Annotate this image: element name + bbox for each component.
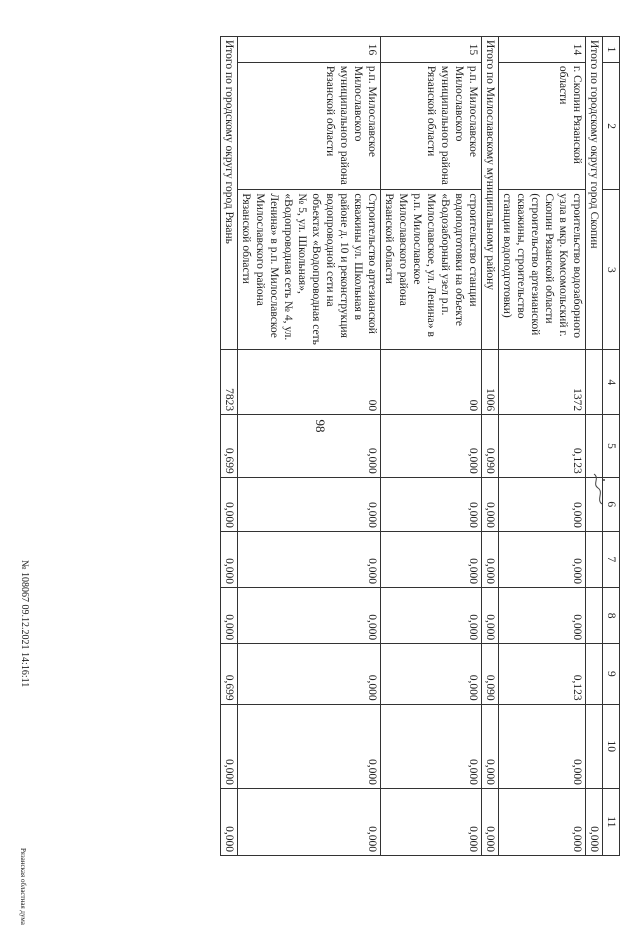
table-cell: 0,000 bbox=[481, 531, 498, 587]
header-row bbox=[602, 37, 619, 856]
table-cell: 0,000 bbox=[220, 587, 237, 643]
table-cell: 0,000 bbox=[220, 531, 237, 587]
table-cell: 0,000 bbox=[498, 477, 585, 531]
column-header: 4 bbox=[602, 350, 619, 415]
table-cell: 15 bbox=[380, 37, 481, 63]
column-header: 9 bbox=[602, 644, 619, 705]
table-row bbox=[380, 37, 481, 856]
table-cell: 0,000 bbox=[237, 477, 380, 531]
table-cell: 0,000 bbox=[498, 704, 585, 788]
subtotal-row bbox=[481, 37, 498, 856]
table-cell: г. Скопин Рязанской области bbox=[498, 62, 585, 189]
table-cell: 0,000 bbox=[220, 788, 237, 855]
table-row bbox=[498, 37, 585, 856]
table-cell: 0,000 bbox=[498, 587, 585, 643]
table-cell: 0,000 bbox=[380, 477, 481, 531]
table-cell: 0,000 bbox=[237, 415, 380, 478]
table-cell: 0,000 bbox=[380, 644, 481, 705]
table-cell: 0,000 bbox=[585, 788, 602, 855]
table-cell: строительство водозаборного узла в мкр. Комсомольский г. Скопин Рязанской области (строительство артезианской скважины, строительство станции водоподготовки) bbox=[498, 190, 585, 350]
table-cell: 0,000 bbox=[237, 644, 380, 705]
table-cell: 0,699 bbox=[220, 415, 237, 478]
table-cell bbox=[585, 587, 602, 643]
table-cell: р.п. Милославское Милославского муниципального района Рязанской области bbox=[380, 62, 481, 189]
table-cell: 0,000 bbox=[481, 587, 498, 643]
table-cell bbox=[585, 644, 602, 705]
subtotal-label: Итого по Милославскому муниципальному району bbox=[481, 37, 498, 350]
column-header: 5 bbox=[602, 415, 619, 478]
table-cell: 0,090 bbox=[481, 415, 498, 478]
table-cell: 0,000 bbox=[220, 704, 237, 788]
data-table bbox=[220, 36, 620, 856]
signature-mark bbox=[588, 470, 610, 510]
table-cell: 0,000 bbox=[237, 531, 380, 587]
subtotal-row bbox=[220, 37, 237, 856]
duma-logo: Рязанская областная дума bbox=[19, 848, 27, 925]
table-cell: р.п. Милославское Милославского муниципального района Рязанской области bbox=[237, 62, 380, 189]
table-cell: 7823 bbox=[220, 350, 237, 415]
data-table-sheet bbox=[30, 36, 620, 856]
table-cell: 0,000 bbox=[380, 531, 481, 587]
table-cell: 0,000 bbox=[498, 531, 585, 587]
table-cell bbox=[585, 350, 602, 415]
registration-stamp: № 108067 09.12.2021 14:16:11 bbox=[19, 560, 30, 688]
subtotal-row bbox=[585, 37, 602, 856]
table-cell: 16 bbox=[237, 37, 380, 63]
table-row bbox=[237, 37, 380, 856]
table-cell: 14 bbox=[498, 37, 585, 63]
table-cell: 0,699 bbox=[220, 644, 237, 705]
table-cell: 0,000 bbox=[481, 788, 498, 855]
column-header: 11 bbox=[602, 788, 619, 855]
table-cell bbox=[585, 531, 602, 587]
column-header: 1 bbox=[602, 37, 619, 63]
table-cell: 0,000 bbox=[220, 477, 237, 531]
table-cell: 1006 bbox=[481, 350, 498, 415]
table-cell: 00 bbox=[380, 350, 481, 415]
table-cell: 0,000 bbox=[481, 704, 498, 788]
table-cell: 0,000 bbox=[481, 477, 498, 531]
table-cell: Строительство артезианской скважины ул. Школьная в районе д. 10 и реконструкция водопроводной сети на объектах «Водопроводная сеть № 5, ул. Школьная», «Водопроводная сеть № 4, ул. Ленина» в р.п. Милославское Милославского района Рязанской области bbox=[237, 190, 380, 350]
column-header: 3 bbox=[602, 190, 619, 350]
table-cell: 1372 bbox=[498, 350, 585, 415]
table-cell: 0,000 bbox=[380, 704, 481, 788]
column-header: 7 bbox=[602, 531, 619, 587]
subtotal-label: Итого по городскому округу город Скопин bbox=[585, 37, 602, 350]
table-cell: 0,000 bbox=[380, 415, 481, 478]
column-header: 6 bbox=[602, 477, 619, 531]
table-cell: 0,000 bbox=[237, 587, 380, 643]
table-cell: 0,000 bbox=[237, 788, 380, 855]
table-cell: 0,000 bbox=[380, 587, 481, 643]
table-cell: 0,000 bbox=[380, 788, 481, 855]
table-cell: 0,000 bbox=[498, 788, 585, 855]
table-cell bbox=[585, 704, 602, 788]
column-header: 2 bbox=[602, 62, 619, 189]
table-cell: строительство станции водоподготовки на объекте «Водозаборный узел р.п. Милославское, ул. Ленина» в р.п. Милославское Милославского района Рязанской области bbox=[380, 190, 481, 350]
table-cell: 0,123 bbox=[498, 415, 585, 478]
table-cell: 00 bbox=[237, 350, 380, 415]
table-cell bbox=[585, 415, 602, 478]
column-header: 10 bbox=[602, 704, 619, 788]
subtotal-label: Итого по городскому округу город Рязань bbox=[220, 37, 237, 350]
table-cell: 0,123 bbox=[498, 644, 585, 705]
column-header: 8 bbox=[602, 587, 619, 643]
table-cell: 0,000 bbox=[237, 704, 380, 788]
table-cell: 0,090 bbox=[481, 644, 498, 705]
page-number: 98 bbox=[313, 419, 328, 433]
